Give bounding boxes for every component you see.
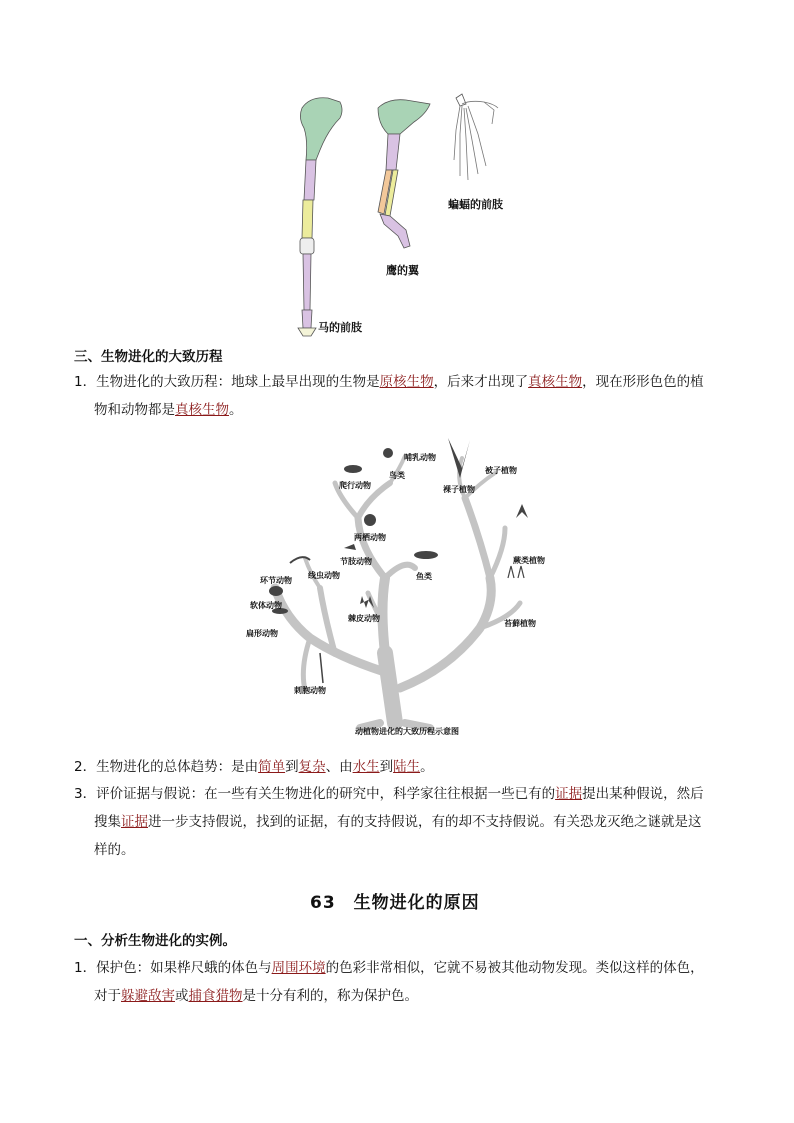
label-fern: 蕨类植物 [513,556,545,565]
label-nematode: 线虫动物 [308,571,340,580]
item-number: 1． [74,374,97,390]
answer-catch-prey: 捕食猎物 [188,988,243,1004]
section-3-heading: 三、生物进化的大致历程 [74,349,223,365]
horse-forelimb-label: 马的前肢 [318,321,362,334]
label-flatworm: 扁形动物 [246,629,278,638]
answer-evidence: 证据 [555,786,583,802]
answer-terrestrial: 陆生 [393,759,421,775]
answer-eukaryote: 真核生物 [528,374,583,390]
label-amphibian: 两栖动物 [354,533,386,542]
label-arthropod: 节肢动物 [340,557,372,566]
answer-complex: 复杂 [298,759,326,775]
chapter-number: 63 [310,893,336,913]
limb-figure-drawing [280,90,540,340]
answer-avoid-enemies: 躲避敌害 [121,988,175,1004]
item-number: 2． [74,759,97,775]
label-moss: 苔藓植物 [504,619,536,628]
chapter-title [310,888,480,913]
label-fish: 鱼类 [416,572,432,581]
label-gymnosperm: 裸子植物 [443,485,475,494]
chapter-name: 生物进化的原因 [353,893,480,913]
label-bird: 鸟类 [389,471,405,480]
label-angiosperm: 被子植物 [485,466,517,475]
section-3-item-3: 3．评价证据与假说：在一些有关生物进化的研究中，科学家往往根据一些已有的证据提出某种假说，然后 搜集证据进一步支持假说，找到的证据，有的支持假说，有的却不支持假说。有关恐龙灭绝之谜就是这 样的。 [74,786,704,858]
horse-forelimb-illustration [298,98,342,336]
eagle-wing-label: 鹰的翼 [386,264,419,277]
answer-prokaryote: 原核生物 [379,374,434,390]
section-1-item-1: 1．保护色：如果桦尺蛾的体色与周围环境的色彩非常相似，它就不易被其他动物发现。类似这样的体色， 对于躲避敌害或捕食猎物是十分有利的，称为保护色。 [74,960,704,1004]
bat-forelimb-illustration [454,94,498,180]
evolution-tree-figure [240,428,560,740]
label-reptile: 爬行动物 [339,481,371,490]
answer-environment: 周围环境 [271,960,326,976]
answer-simple: 简单 [258,759,286,775]
label-cnidarian: 刺胞动物 [294,686,326,695]
answer-aquatic: 水生 [352,759,380,775]
section-1-heading: 一、分析生物进化的实例。 [74,933,236,949]
limb-figure [280,90,540,340]
label-echinoderm: 棘皮动物 [348,614,380,623]
answer-evidence-2: 证据 [121,814,148,830]
item-number: 1． [74,960,97,976]
label-mammal: 哺乳动物 [404,453,436,462]
label-mollusk: 软体动物 [250,601,282,610]
item-number: 3． [74,786,97,802]
label-annelid: 环节动物 [260,576,292,585]
section-3-item-1: 1．生物进化的大致历程：地球上最早出现的生物是原核生物，后来才出现了真核生物，现在形形色色的植 物和动物都是真核生物。 [74,374,704,418]
tree-caption: 动植物进化的大致历程示意图 [355,727,459,736]
section-3-item-2: 2．生物进化的总体趋势：是由简单到复杂、由水生到陆生。 [74,759,434,775]
eagle-wing-illustration [378,100,430,248]
bat-forelimb-label: 蝙蝠的前肢 [448,198,503,211]
answer-eukaryote-2: 真核生物 [175,402,229,418]
